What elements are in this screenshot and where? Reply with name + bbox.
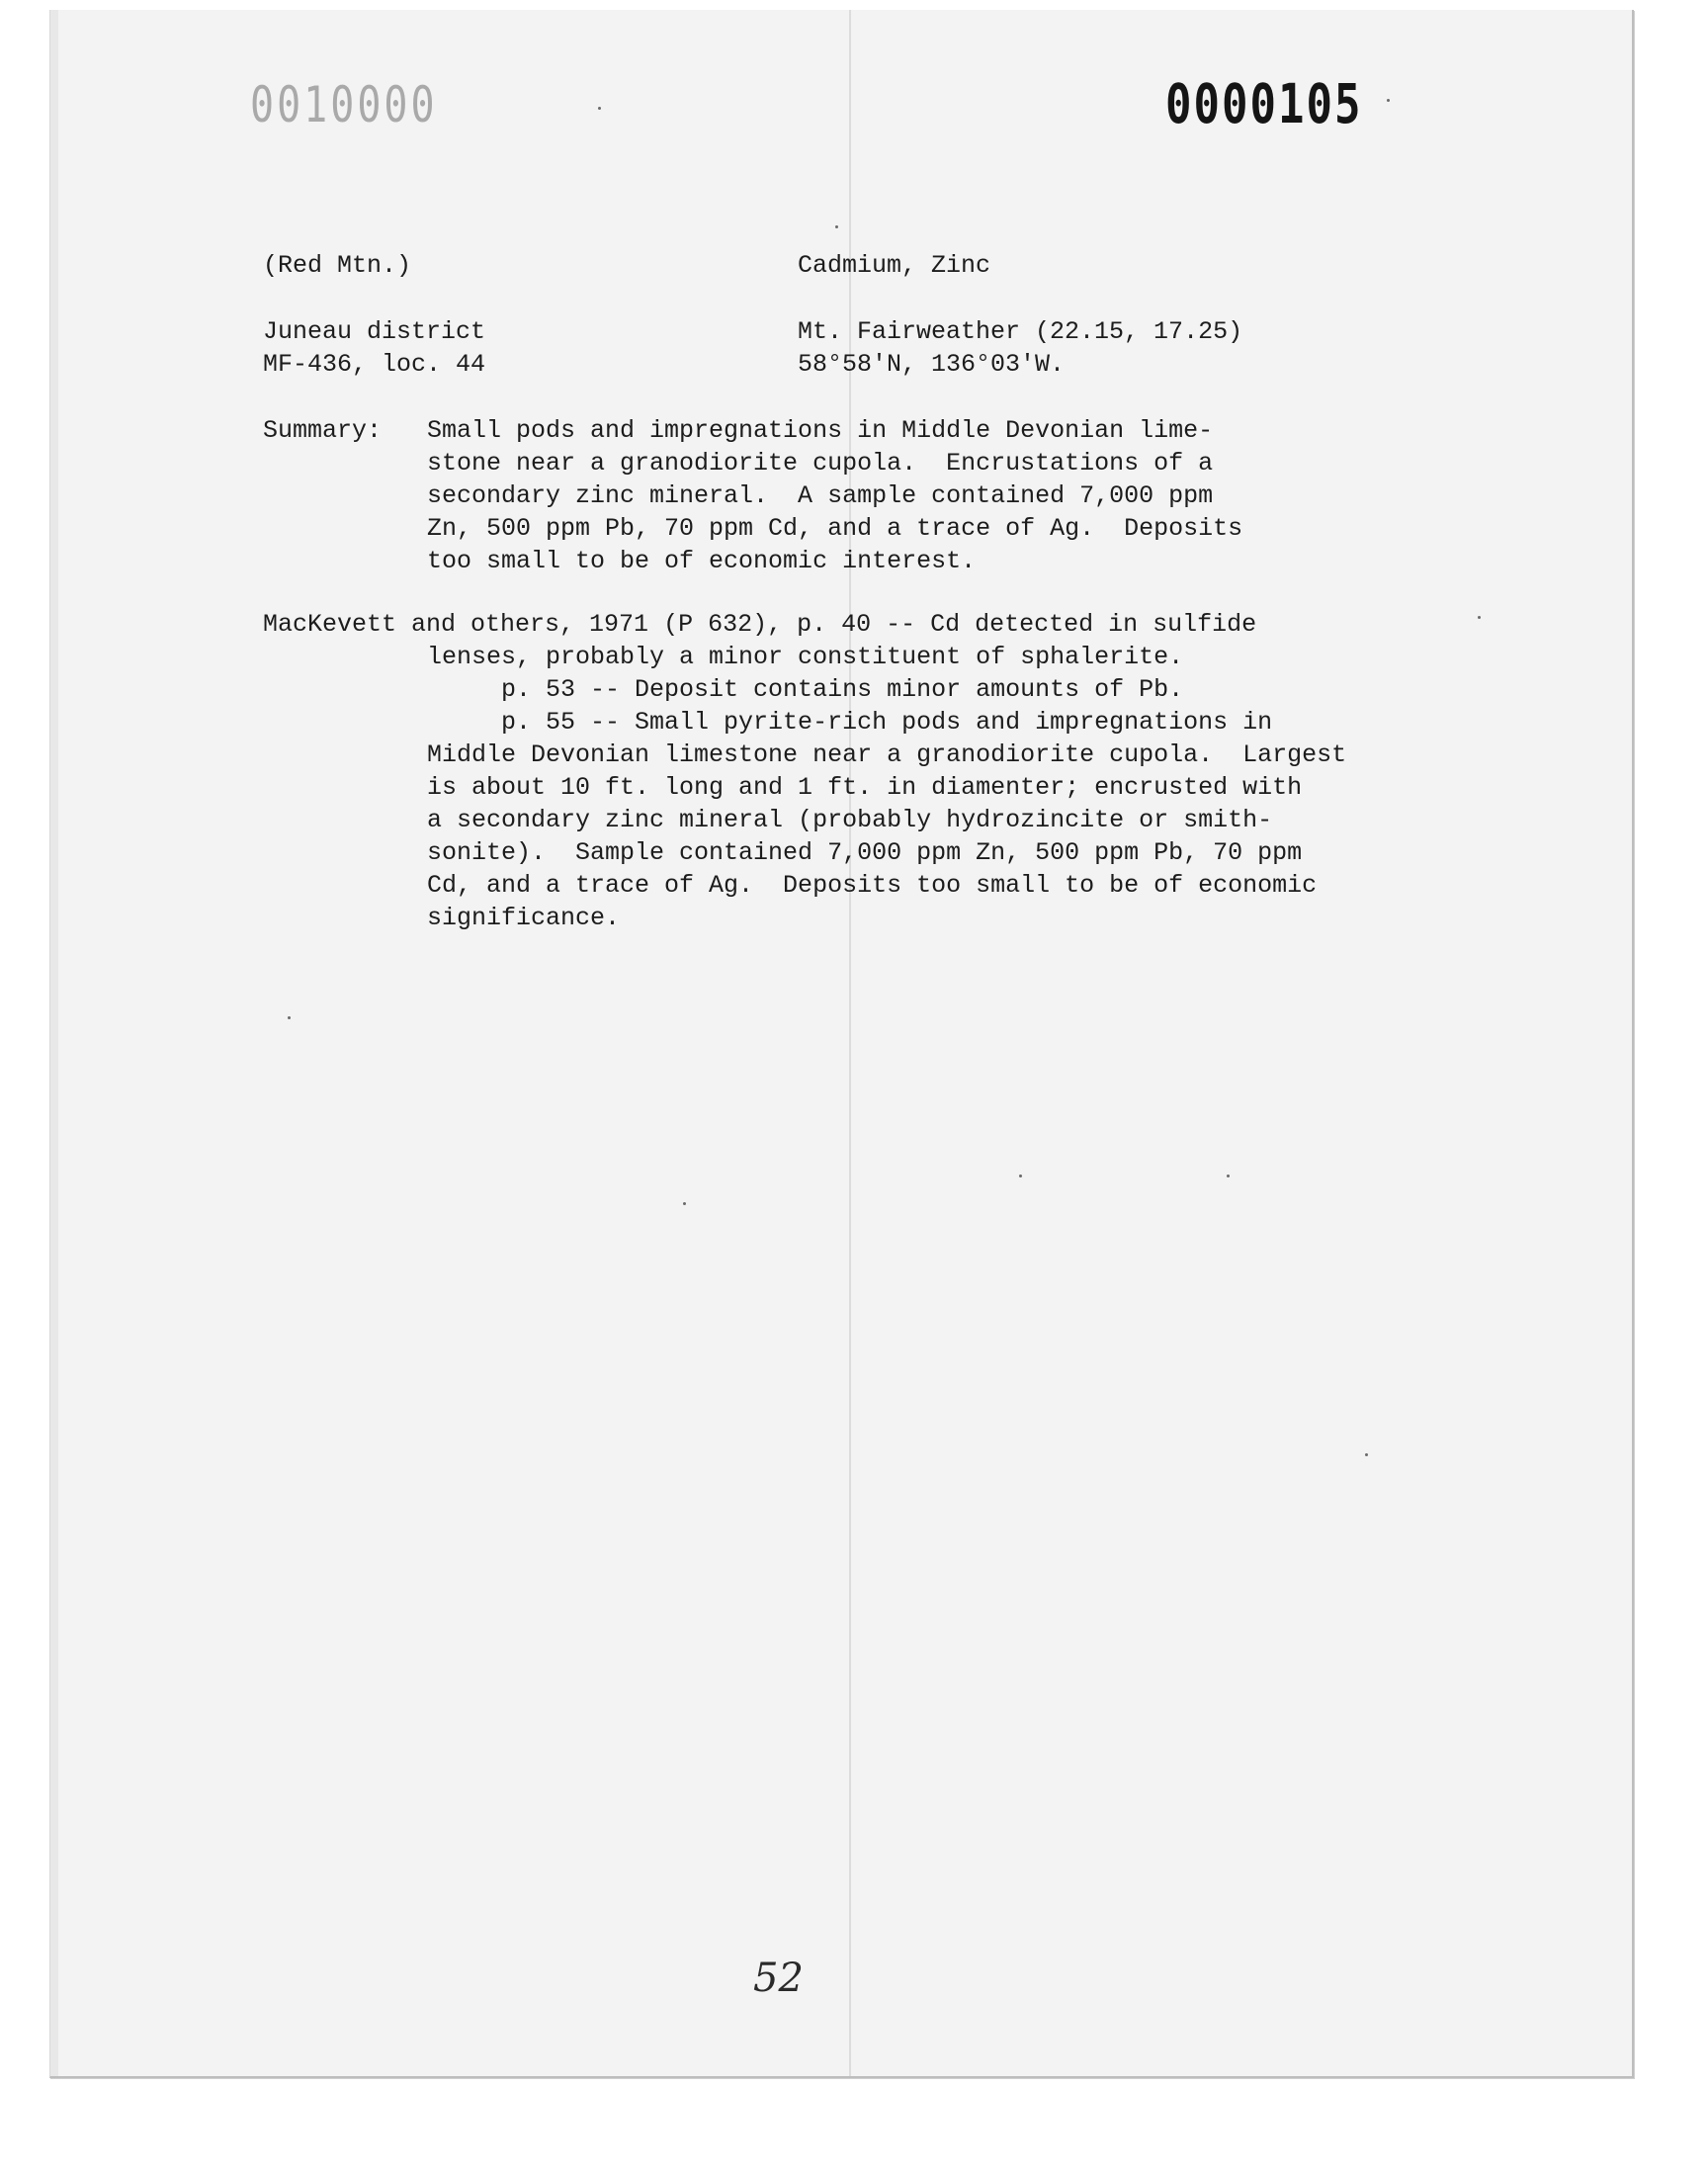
reference-citation: MacKevett and others, 1971 (P 632), p. 40 -- Cd detected in sulfide: [263, 610, 1257, 639]
reference-line: a secondary zinc mineral (probably hydrozincite or smith-: [427, 806, 1273, 834]
coordinates: 58°58'N, 136°03'W.: [798, 350, 1066, 379]
scan-speck: [1365, 1453, 1368, 1456]
scan-speck: [598, 107, 601, 110]
scan-speck: [288, 1016, 291, 1019]
scan-edge: [50, 10, 58, 2076]
reference-line: p. 55 -- Small pyrite-rich pods and impregnations in: [427, 708, 1273, 737]
quadrangle: Mt. Fairweather (22.15, 17.25): [798, 317, 1243, 346]
summary-line: Small pods and impregnations in Middle Devonian lime-: [427, 416, 1214, 445]
map-reference: MF-436, loc. 44: [263, 350, 486, 379]
reference-line: lenses, probably a minor constituent of sphalerite.: [427, 643, 1184, 671]
reference-line: sonite). Sample contained 7,000 ppm Zn, 500 ppm Pb, 70 ppm: [427, 838, 1303, 867]
scan-speck: [1019, 1174, 1022, 1177]
locality-name: (Red Mtn.): [263, 251, 412, 280]
summary-line: Zn, 500 ppm Pb, 70 ppm Cd, and a trace of Ag. Deposits: [427, 514, 1243, 543]
scan-speck: [1478, 616, 1481, 619]
scan-speck: [1227, 1174, 1230, 1177]
scan-speck: [835, 225, 838, 228]
reference-line: Middle Devonian limestone near a granodiorite cupola. Largest: [427, 740, 1347, 769]
reference-line: is about 10 ft. long and 1 ft. in diamenter; encrusted with: [427, 773, 1303, 802]
reference-line: significance.: [427, 904, 621, 932]
scan-speck: [683, 1202, 686, 1205]
commodities: Cadmium, Zinc: [798, 251, 991, 280]
scan-speck: [1387, 99, 1390, 102]
district: Juneau district: [263, 317, 486, 346]
summary-label: Summary:: [263, 416, 383, 445]
summary-line: too small to be of economic interest.: [427, 547, 977, 575]
faded-stamp-number: 0010000: [250, 77, 438, 134]
reference-line: p. 53 -- Deposit contains minor amounts of Pb.: [427, 675, 1184, 704]
document-page: [49, 10, 1634, 2078]
reference-line: Cd, and a trace of Ag. Deposits too small to be of economic: [427, 871, 1318, 900]
handwritten-page-number: 52: [753, 1956, 804, 2001]
summary-line: stone near a granodiorite cupola. Encrustations of a: [427, 449, 1214, 478]
document-stamp-number: 0000105: [1165, 73, 1363, 136]
summary-line: secondary zinc mineral. A sample contained 7,000 ppm: [427, 481, 1214, 510]
